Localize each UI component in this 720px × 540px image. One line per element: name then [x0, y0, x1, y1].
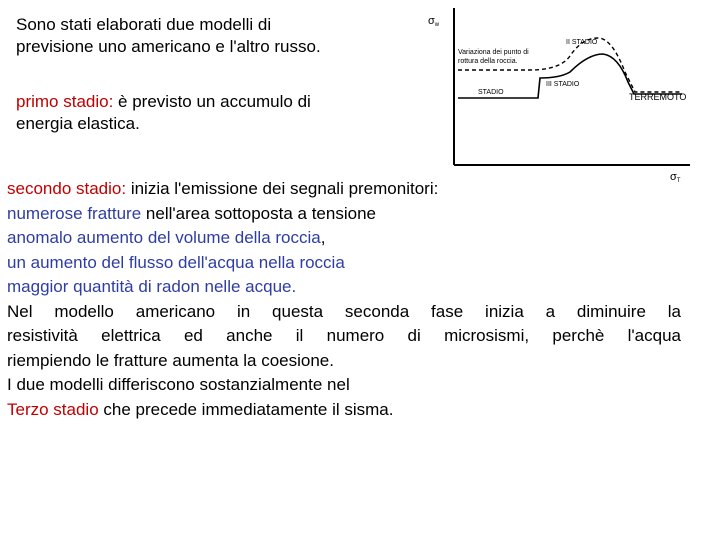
stage3-label: Terzo stadio [7, 399, 99, 419]
stage1-line-1 [16, 91, 416, 113]
stage1-diagram-label: STADIO [478, 89, 504, 96]
list-item-rest: nell'area sottoposta a tensione [141, 203, 376, 223]
main-paragraph [7, 177, 681, 422]
quake-label: TERREMOTO [629, 92, 687, 102]
intro-paragraph [16, 14, 421, 58]
american-line-1: Nel modello americano in questa seconda fase inizia a diminuire la [7, 301, 681, 321]
intro-line-2: previsione uno americano e l'altro russo. [16, 37, 321, 56]
stress-diagram [420, 0, 700, 184]
stage2-label: II STADIO [566, 39, 598, 46]
list-item-rest: , [320, 228, 326, 247]
stage3-label: III STADIO [546, 81, 580, 88]
note-line-2: rottura della roccia. [458, 58, 518, 65]
list-item-highlight: un aumento del flusso dell'acqua nella roccia [7, 252, 345, 272]
stage3-text: che precede immediatamente il sisma. [98, 399, 394, 419]
stage1-paragraph [16, 91, 416, 135]
intro-line-1: Sono stati elaborati due modelli di [16, 15, 272, 34]
stage1-line-2: energia elastica. [16, 114, 140, 133]
american-line-3: riempiendo le fratture aumenta la coesione. [7, 350, 334, 370]
stage2-label: secondo stadio: [7, 179, 127, 198]
list-item [7, 202, 681, 227]
stage2-line [7, 177, 681, 202]
x-axis-label: σT [670, 171, 681, 184]
models-line: I due modelli differiscono sostanzialmente nel [7, 375, 350, 394]
list-item-highlight: numerose fratture [7, 203, 142, 223]
stage3-line [7, 398, 681, 423]
list-item-highlight: anomalo aumento del volume della roccia [7, 228, 321, 247]
american-line-2: resistività elettrica ed anche il numero di microsismi, perchè l'acqua [7, 326, 681, 345]
list-item [7, 275, 681, 300]
list-item [7, 226, 681, 251]
list-item-highlight: maggior quantità di radon nelle acque. [7, 277, 297, 296]
list-item [7, 251, 681, 276]
stage1-label: primo stadio: [16, 92, 114, 111]
note-line-1: Variaziona dei punto di [458, 49, 529, 56]
stage1-text: è previsto un accumulo di [113, 92, 311, 111]
stage2-text: inizia l'emissione dei segnali premonitori: [126, 179, 439, 198]
y-axis-label: σw [428, 15, 440, 28]
